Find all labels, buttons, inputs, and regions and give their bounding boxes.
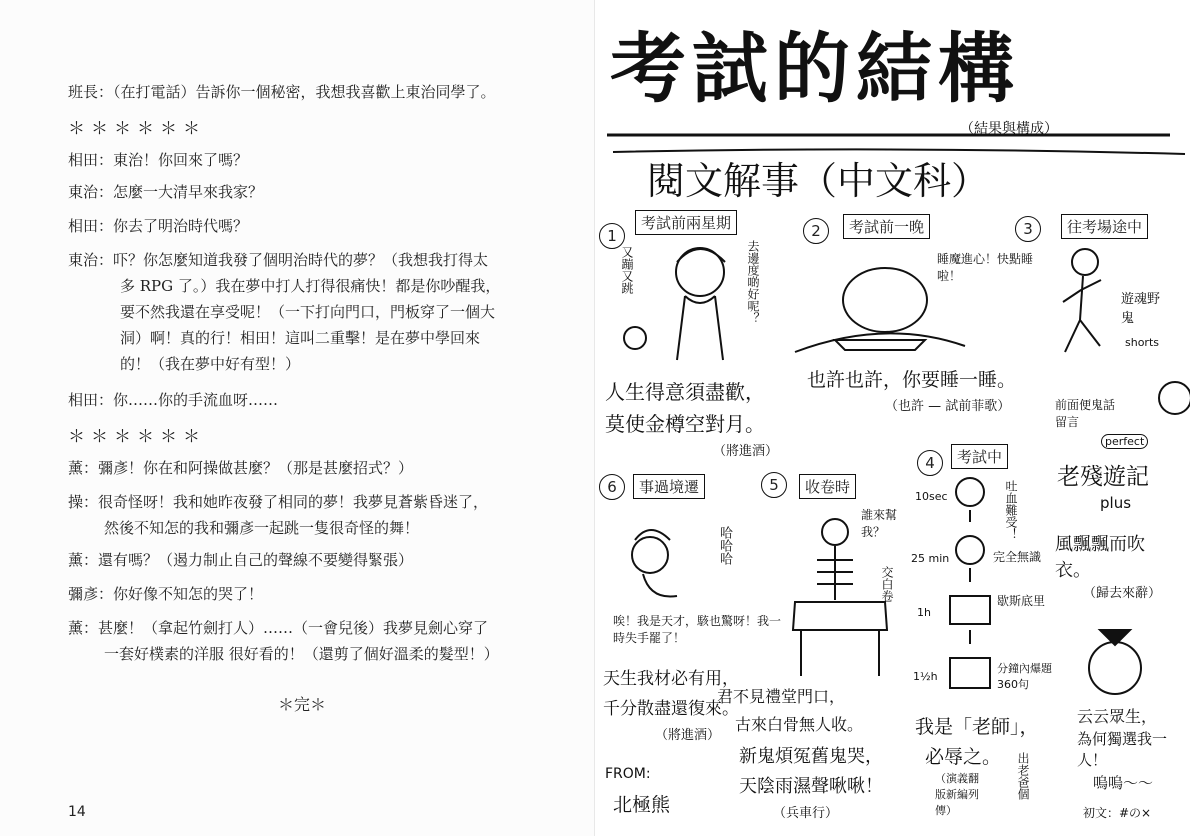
panel-3-side-note-1: 遊魂野鬼	[1121, 292, 1161, 326]
panel-number-1: 1	[599, 223, 625, 249]
bottom-note-line-1: 云云眾生，	[1077, 707, 1158, 726]
bottom-note-line-2: 為何獨選我一人！	[1077, 730, 1168, 769]
panel-6-speech: 唉！我是天才，駭也驚呀！我一時失手罷了！	[613, 614, 782, 645]
panel-3-caption-line-2: plus	[1100, 494, 1132, 512]
panel-3-caption-line-3: 風飄飄而吹衣。	[1055, 534, 1145, 581]
panel-4-note-1: 吐血難受！	[1004, 480, 1018, 540]
panel-number-2: 2	[803, 218, 829, 244]
dialogue-line-11: 薰：甚麼！（拿起竹劍打人）……（一會兒後）我夢見劍心穿了	[68, 619, 489, 637]
panel-2-source: （也許 — 試前菲歌）	[885, 399, 1011, 414]
author-signature: 北極熊	[613, 794, 671, 816]
panel-1-side-note-2: 去邊度啲好呢？	[746, 240, 760, 324]
panel-number-5: 5	[761, 472, 787, 498]
panel-label-2: 考試前一晚	[843, 214, 930, 239]
panel-1-caption-line-1: 人生得意須盡歡，	[605, 380, 765, 404]
panel-6-source: （將進酒）	[655, 728, 721, 743]
panel-5-caption-line-3: 新鬼煩冤舊鬼哭，	[739, 746, 883, 767]
panel-1-caption-line-2: 莫使金樽空對月。	[605, 412, 765, 436]
panel-1-side-note-1: 又蹦又跳	[620, 246, 634, 294]
dialogue-line-9: 薰：還有嗎？（遏力制止自己的聲線不要變得緊張）	[68, 551, 414, 569]
panel-3-perfect-tag: perfect	[1101, 434, 1148, 449]
panel-5-source: （兵車行）	[773, 806, 839, 821]
end-mark: ＊完＊	[278, 695, 327, 714]
panel-label-4: 考試中	[951, 444, 1008, 469]
panel-4-side-note: 出老爸個	[1016, 752, 1030, 800]
panel-label-5: 收卷時	[799, 474, 856, 499]
dialogue-continuation: 洞）啊！真的行！相田！這叫二重擊！是在夢中學回來	[120, 329, 481, 347]
panel-2-side-note: 睡魔進心！快點睡啦！	[937, 252, 1034, 283]
dialogue-continuation: 多 RPG 了。）我在夢中打人打得很痛快！都是你吵醒我，	[120, 277, 501, 295]
panel-4-note-3: 歇斯底里	[997, 594, 1046, 608]
panel-5-caption-line-2: 古來白骨無人收。	[735, 715, 864, 734]
dialogue-line-7: 薰：彌彥！你在和阿操做甚麼？（那是甚麼招式？）	[68, 459, 414, 477]
page-subtitle: 閱文解事（中文科）	[647, 159, 990, 203]
dialogue-continuation: 的！（我在夢中好有型！）	[120, 355, 301, 373]
dialogue-continuation: 要不然我還在享受呢！（一下打向門口，門板穿了一個大	[120, 303, 496, 321]
dialogue-line-10: 彌彥：你好像不知怎的哭了！	[68, 585, 264, 603]
panel-5-side-note-1: 誰來幫我？	[861, 508, 898, 539]
right-page	[595, 0, 1190, 836]
dialogue-line-4: 相田：你去了明治時代嗎？	[68, 217, 249, 235]
panel-4-caption-line-2: 必辱之。	[925, 746, 1002, 768]
panel-5-caption-line-1: 君不見禮堂門口，	[717, 687, 846, 706]
dialogue-line-8: 操：很奇怪呀！我和她昨夜發了相同的夢！我夢見蒼紫昏迷了，	[68, 493, 489, 511]
panel-4-note-2: 完全無識	[993, 550, 1042, 564]
panel-3-source: （歸去來辭）	[1083, 586, 1162, 601]
panel-number-6: 6	[599, 474, 625, 500]
panel-number-4: 4	[917, 450, 943, 476]
page-title: 考試的結構	[610, 24, 1020, 113]
panel-3-side-note-2: 前面便鬼話留言	[1055, 398, 1116, 429]
dialogue-line-5: 東治：吓？你怎麼知道我發了個明治時代的夢？（我想我打得太	[68, 251, 489, 269]
bottom-note-line-4: 初文：#の×	[1083, 806, 1152, 820]
page-number: 14	[68, 804, 86, 820]
panel-4-caption-line-1: 我是「老師」，	[915, 716, 1039, 738]
panel-label-6: 事過境遷	[633, 474, 705, 499]
panel-4-time-2: 25 min	[911, 552, 950, 565]
from-label: FROM:	[605, 766, 651, 782]
dialogue-continuation: 然後不知怎的我和彌彥一起跳一隻很奇怪的舞！	[104, 519, 420, 537]
panel-3-caption-line-1: 老殘遊記	[1057, 464, 1149, 490]
dialogue-line-2: 相田：東治！你回來了嗎？	[68, 151, 249, 169]
dialogue-line-6: 相田：你……你的手流血呀……	[68, 391, 279, 409]
scene-divider-1: ＊＊＊＊＊＊	[68, 119, 206, 139]
panel-4-time-3: 1h	[917, 606, 931, 619]
bottom-note-line-3: 嗚嗚〜〜	[1093, 774, 1154, 792]
panel-4-time-1: 10sec	[915, 490, 948, 503]
panel-label-1: 考試前兩星期	[635, 210, 737, 235]
dialogue-line-1: 班長：（在打電話）告訴你一個秘密，我想我喜歡上東治同學了。	[68, 83, 496, 101]
title-note: （結果與構成）	[960, 121, 1058, 137]
dialogue-line-3: 東治：怎麼一大清早來我家？	[68, 183, 264, 201]
panel-4-note-4: 分鐘內爆題 360句	[997, 662, 1052, 691]
panel-number-3: 3	[1015, 216, 1041, 242]
dialogue-continuation: 一套好樸素的洋服 很好看的！（還剪了個好溫柔的髮型！）	[104, 645, 499, 663]
panel-2-caption: 也許也許，你要睡一睡。	[807, 369, 1017, 391]
panel-label-3: 往考場途中	[1061, 214, 1148, 239]
panel-3-note: shorts	[1125, 336, 1159, 349]
panel-5-side-note-2: 交白卷	[880, 566, 894, 602]
panel-6-caption-line-2: 千分散盡還復來。	[603, 699, 739, 719]
panel-4-source: （演義翻版新編列傳）	[935, 772, 979, 817]
panel-6-side-note: 哈哈哈	[717, 526, 732, 565]
scene-divider-2: ＊＊＊＊＊＊	[68, 427, 206, 447]
panel-5-caption-line-4: 天陰雨濕聲啾啾！	[739, 776, 883, 797]
panel-1-source: （將進酒）	[713, 444, 779, 459]
panel-4-time-4: 1½h	[913, 670, 938, 683]
panel-6-caption-line-1: 天生我材必有用，	[603, 669, 739, 689]
